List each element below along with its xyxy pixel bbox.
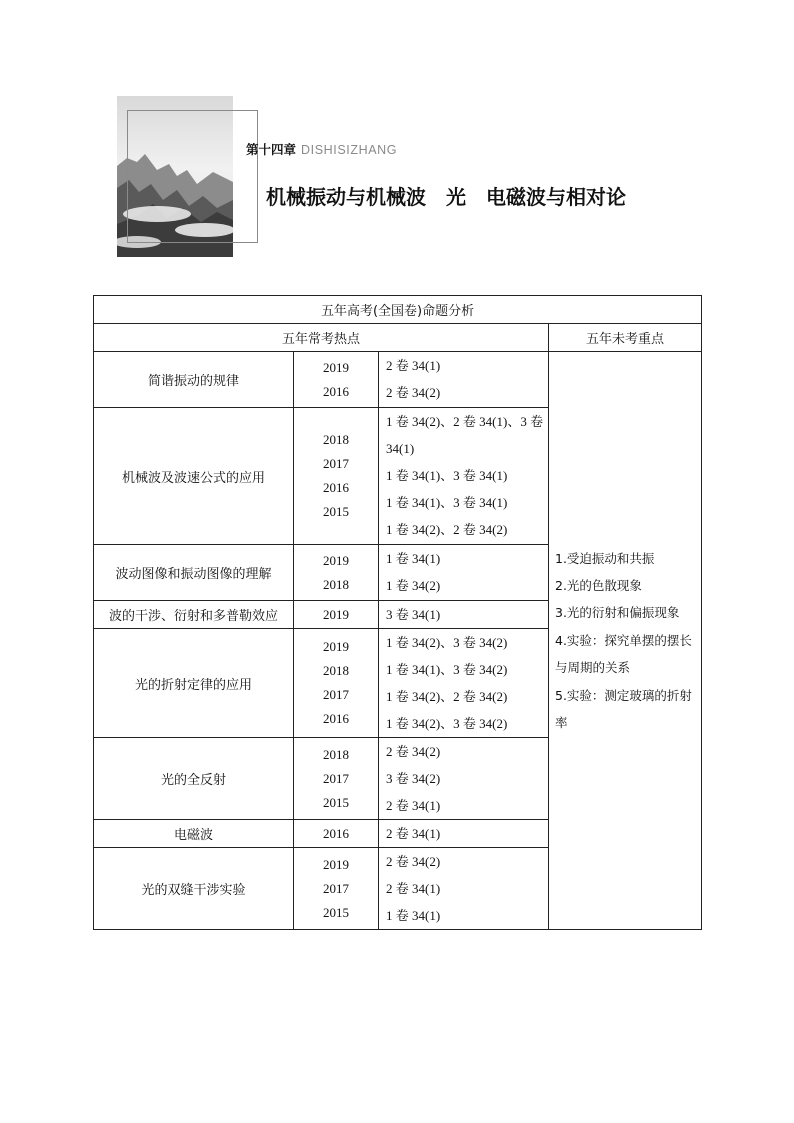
- entries-cell: [379, 848, 549, 930]
- year: 2016: [323, 383, 349, 399]
- year: 2017: [323, 770, 349, 786]
- year: 2017: [323, 687, 349, 702]
- topic-cell: 简谐振动的规律: [94, 352, 294, 408]
- entry: 1 卷 34(1)、3 卷 34(1): [386, 468, 508, 483]
- entry: 1 卷 34(1): [386, 908, 441, 923]
- entry: 2 卷 34(2): [386, 385, 441, 400]
- topic-cell: 电磁波: [94, 820, 294, 848]
- entries-cell: [379, 820, 549, 848]
- year: 2017: [323, 456, 349, 471]
- year: 2018: [323, 432, 349, 447]
- entry: 1 卷 34(2)、2 卷 34(2): [386, 522, 508, 537]
- column-header-hot: 五年常考热点: [94, 324, 549, 352]
- years-cell: [294, 601, 379, 629]
- entry: 2 卷 34(1): [386, 798, 441, 813]
- focus-item: 4.实验：探究单摆的摆长与周期的关系: [555, 632, 692, 676]
- entries-cell: [379, 738, 549, 820]
- focus-item: 1.受迫振动和共振: [555, 550, 655, 566]
- entry: 1 卷 34(1)、3 卷 34(2): [386, 662, 508, 677]
- topic-cell: 光的全反射: [94, 738, 294, 820]
- chapter-title: 机械振动与机械波 光 电磁波与相对论: [266, 185, 626, 209]
- entry: 1 卷 34(2)、3 卷 34(2): [386, 635, 508, 650]
- exam-analysis-table: [93, 295, 702, 930]
- entry: 1 卷 34(2)、2 卷 34(2): [386, 689, 508, 704]
- entries-cell: [379, 545, 549, 601]
- years-cell: [294, 352, 379, 408]
- table-row: [94, 352, 702, 408]
- year: 2017: [323, 880, 349, 896]
- year: 2019: [323, 552, 349, 568]
- topic-cell: 波动图像和振动图像的理解: [94, 545, 294, 601]
- year: 2016: [323, 480, 349, 495]
- entries-cell: [379, 629, 549, 738]
- entry: 2 卷 34(1): [386, 358, 441, 373]
- entry: 1 卷 34(2): [386, 578, 441, 593]
- topic-cell: 波的干涉、衍射和多普勒效应: [94, 601, 294, 629]
- cover-frame: [127, 110, 258, 243]
- years-cell: [294, 408, 379, 545]
- year: 2016: [323, 826, 349, 841]
- entry: 2 卷 34(2): [386, 744, 441, 759]
- year: 2019: [323, 607, 349, 622]
- years-cell: [294, 848, 379, 930]
- year: 2018: [323, 576, 349, 592]
- years-cell: [294, 820, 379, 848]
- years-cell: [294, 629, 379, 738]
- entries-cell: [379, 601, 549, 629]
- chapter-pinyin: DISHISIZHANG: [301, 143, 398, 157]
- year: 2019: [323, 856, 349, 872]
- focus-cell: [549, 352, 702, 930]
- focus-item: 3.光的衍射和偏振现象: [555, 605, 680, 621]
- topic-cell: 机械波及波速公式的应用: [94, 408, 294, 545]
- topic-cell: 光的折射定律的应用: [94, 629, 294, 738]
- column-header-focus: 五年未考重点: [549, 324, 702, 352]
- entry: 1 卷 34(2)、3 卷 34(2): [386, 716, 508, 731]
- entry: 1 卷 34(1): [386, 551, 441, 566]
- years-cell: [294, 545, 379, 601]
- entry: 3 卷 34(1): [386, 607, 441, 622]
- focus-item: 5.实验：测定玻璃的折射率: [555, 687, 692, 731]
- table-title-row: [94, 296, 702, 324]
- year: 2016: [323, 711, 349, 726]
- focus-item: 2.光的色散现象: [555, 577, 642, 593]
- table-title: 五年高考(全国卷)命题分析: [94, 296, 702, 324]
- year: 2019: [323, 639, 349, 654]
- entry: 3 卷 34(2): [386, 771, 441, 786]
- entries-cell: [379, 352, 549, 408]
- year: 2019: [323, 359, 349, 375]
- entry: 2 卷 34(1): [386, 826, 441, 841]
- entry: 2 卷 34(2): [386, 854, 441, 869]
- entry: 2 卷 34(1): [386, 881, 441, 896]
- table-header-row: [94, 324, 702, 352]
- chapter-label-line: [246, 140, 397, 158]
- year: 2015: [323, 504, 349, 519]
- year: 2015: [323, 794, 349, 810]
- topic-cell: 光的双缝干涉实验: [94, 848, 294, 930]
- chapter-number: 第十四章: [246, 142, 297, 157]
- table-body: [94, 296, 702, 930]
- years-cell: [294, 738, 379, 820]
- year: 2018: [323, 663, 349, 678]
- year: 2015: [323, 904, 349, 920]
- entry: 1 卷 34(2)、2 卷 34(1)、3 卷 34(1): [386, 414, 544, 456]
- year: 2018: [323, 746, 349, 762]
- entries-cell: [379, 408, 549, 545]
- entry: 1 卷 34(1)、3 卷 34(1): [386, 495, 508, 510]
